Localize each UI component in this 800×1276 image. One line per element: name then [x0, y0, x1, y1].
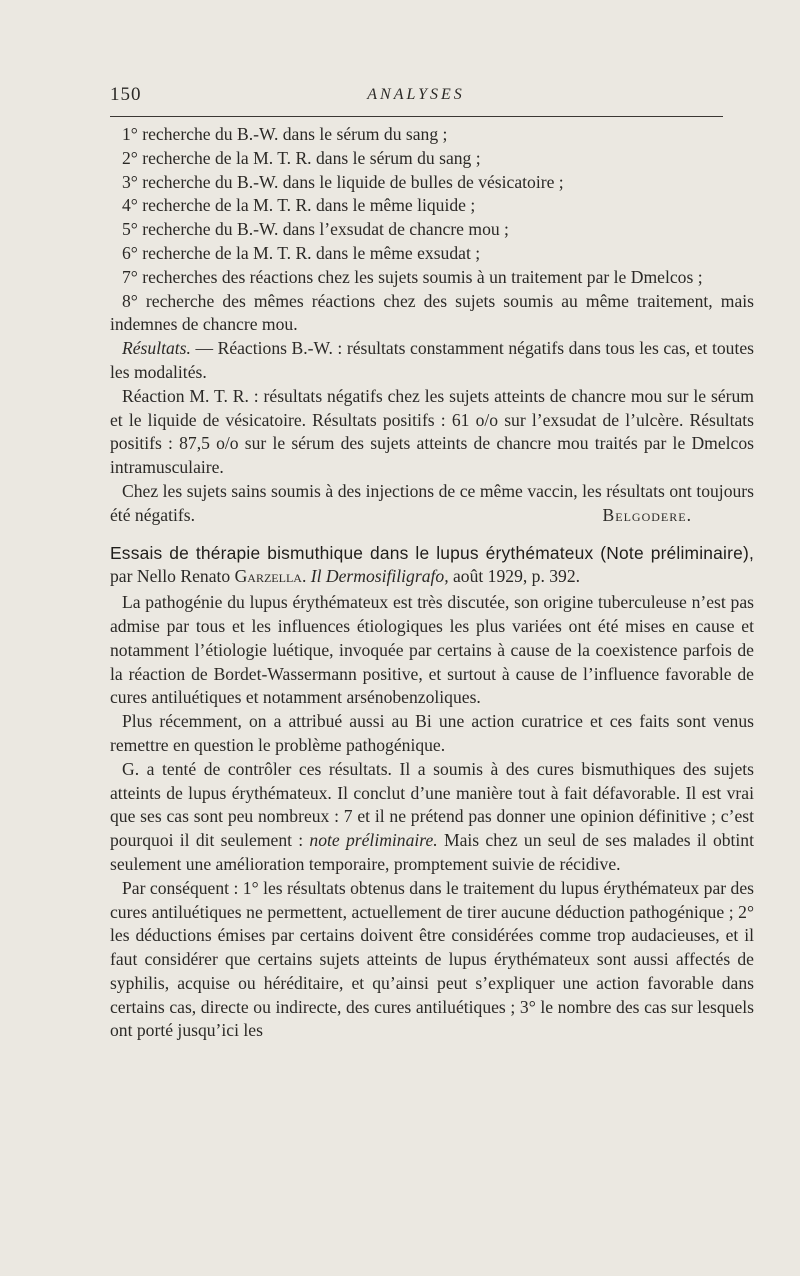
results-text: — Réactions B.-W. : résultats constamment négatifs dans tous les cas, et toutes les modalités.	[110, 338, 754, 382]
page-header	[110, 80, 722, 114]
results-label: Résultats.	[122, 338, 191, 359]
body-paragraph-g	[110, 758, 754, 877]
article-title: Essais de thérapie bismuthique dans le lupus érythémateux (Note préliminaire),	[110, 542, 754, 563]
paragraph-g-before: G. a tenté de contrôler ces résultats. Il a soumis à des cures bismuthiques des sujets atteints de lupus érythémateux. Il conclut d’une manière tout à fait défavorable. Il est vrai que ses cas sont peu nombreux : 7 et il ne prétend pas donner une opinion définitive ; c’est pourquoi il dit seulement :	[110, 758, 754, 851]
article-by: par Nello Renato	[110, 566, 235, 587]
article-journal: Il Dermosifiligrafo,	[310, 566, 449, 587]
results-paragraph	[110, 337, 754, 385]
header-rule	[110, 116, 723, 117]
article-heading	[110, 542, 754, 590]
article-author: Garzella.	[234, 566, 307, 587]
page-number: 150	[110, 84, 142, 105]
list-item: 6° recherche de la M. T. R. dans le même exsudat ;	[122, 242, 481, 263]
paragraph-g-after: Mais chez un seul de ses malades il obtint seulement une amélioration temporaire, promptement suivie de récidive.	[110, 830, 754, 874]
body-paragraph: Plus récemment, on a attribué aussi au Bi une action curatrice et ces faits sont venus remettre en question le problème pathogénique.	[110, 711, 754, 755]
body-paragraph: La pathogénie du lupus érythémateux est très discutée, son origine tuberculeuse n’est pas admise par tous et les influences étiologiques les plus variées ont été mises en cause et notamment l’étiologie luétique, invoquée par certains à cause de la coexistence parfois de la réaction de Bordet-Wassermann positive, et surtout à cause de l’influence favorable de cures antiluétiques et notamment arsénobenzoliques.	[110, 592, 754, 708]
healthy-subjects-paragraph	[110, 480, 754, 528]
list-item: 8° recherche des mêmes réactions chez des sujets soumis au même traitement, mais indemnes de chancre mou.	[110, 290, 754, 335]
list-item: 2° recherche de la M. T. R. dans le sérum du sang ;	[122, 147, 481, 168]
list-item: 7° recherches des réactions chez les sujets soumis à un traitement par le Dmelcos ;	[122, 266, 703, 287]
list-item: 4° recherche de la M. T. R. dans le même liquide ;	[122, 195, 476, 216]
body-paragraph-last: Par conséquent : 1° les résultats obtenus dans le traitement du lupus érythémateux par des cures antiluétiques ne permettent, actuellement de tirer aucune déduction pathogénique ; 2° les déductions émises par certains doivent être considérées comme trop audacieuses, et il faut considérer que certains sujets atteints de lupus érythémateux sont aussi affectés de syphilis, acquise ou héréditaire, et qu’ainsi peut s’expliquer une action favorable dans certains cas, directe ou indirecte, des cures antiluétiques ; 3° le nombre des cas sur lesquels ont porté jusqu’ici les	[110, 877, 754, 1041]
article-date-page: août 1929, p. 392.	[448, 566, 581, 587]
reviewer-signature: Belgodere.	[602, 504, 692, 525]
list-item: 1° recherche du B.-W. dans le sérum du sang ;	[122, 124, 448, 144]
running-title: ANALYSES	[367, 86, 465, 103]
healthy-text: Chez les sujets sains soumis à des injections de ce même vaccin, les résultats ont toujours été négatifs.	[110, 480, 754, 525]
list-item: 3° recherche du B.-W. dans le liquide de bulles de vésicatoire ;	[122, 171, 564, 192]
mtr-paragraph: Réaction M. T. R. : résultats négatifs chez les sujets atteints de chancre mou sur le sérum et le liquide de vésicatoire. Résultats positifs : 61 o/o sur l’exsudat de l’ulcère. Résultats positifs : 87,5 o/o sur le sérum des sujets atteints de chancre mou traités par le Dmelcos intramusculaire.	[110, 385, 754, 478]
page-body	[110, 123, 754, 1043]
list-item: 5° recherche du B.-W. dans l’exsudat de chancre mou ;	[122, 219, 509, 240]
paragraph-g-italic: note préliminaire.	[309, 830, 438, 851]
